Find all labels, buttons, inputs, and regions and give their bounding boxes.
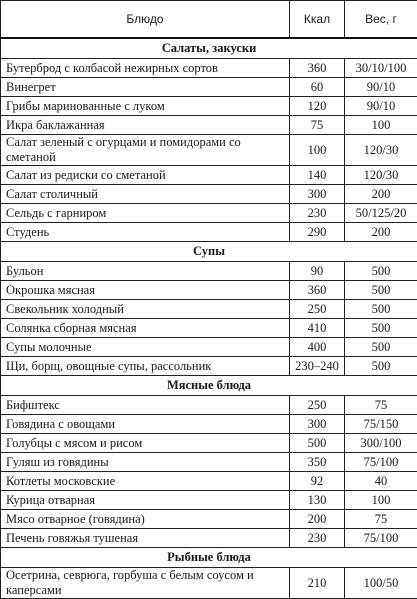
column-header-weight: Вес, г xyxy=(345,1,417,39)
table-row xyxy=(1,78,417,97)
table-row xyxy=(1,300,417,319)
kcal-cell: 60 xyxy=(290,78,345,97)
table-row xyxy=(1,529,417,548)
kcal-cell: 300 xyxy=(290,185,345,204)
dish-name-cell: Бутерброд с колбасой нежирных сортов xyxy=(1,59,290,78)
dish-name-cell: Винегрет xyxy=(1,78,290,97)
table-row xyxy=(1,319,417,338)
dish-name-cell: Икра баклажанная xyxy=(1,116,290,135)
table-row xyxy=(1,166,417,185)
weight-cell: 75 xyxy=(345,510,417,529)
kcal-cell: 230 xyxy=(290,529,345,548)
section-title: Мясные блюда xyxy=(1,376,417,396)
kcal-cell: 75 xyxy=(290,116,345,135)
weight-cell: 75/100 xyxy=(345,453,417,472)
kcal-cell: 90 xyxy=(290,262,345,281)
table-row xyxy=(1,453,417,472)
table-header-row xyxy=(1,1,417,39)
kcal-cell: 410 xyxy=(290,319,345,338)
dish-name-cell: Окрошка мясная xyxy=(1,281,290,300)
dish-name-cell: Салат столичный xyxy=(1,185,290,204)
kcal-cell: 250 xyxy=(290,396,345,415)
kcal-cell: 120 xyxy=(290,97,345,116)
dish-name-cell: Свекольник холодный xyxy=(1,300,290,319)
dish-name-cell: Салат из редиски со сметаной xyxy=(1,166,290,185)
dish-name-cell: Щи, борщ, овощные супы, рассольник xyxy=(1,357,290,376)
dish-name-cell: Осетрина, севрюга, горбуша с белым соусом и каперсами xyxy=(1,568,290,599)
section-header-row xyxy=(1,548,417,568)
section-header-row xyxy=(1,242,417,262)
weight-cell: 100/50 xyxy=(345,568,417,599)
kcal-cell: 360 xyxy=(290,281,345,300)
weight-cell: 100 xyxy=(345,116,417,135)
weight-cell: 500 xyxy=(345,319,417,338)
kcal-cell: 290 xyxy=(290,223,345,242)
weight-cell: 90/10 xyxy=(345,97,417,116)
dish-name-cell: Гуляш из говядины xyxy=(1,453,290,472)
section-title: Супы xyxy=(1,242,417,262)
kcal-cell: 300 xyxy=(290,415,345,434)
weight-cell: 500 xyxy=(345,262,417,281)
column-header-kcal: Ккал xyxy=(290,1,345,39)
table-row xyxy=(1,223,417,242)
table-row xyxy=(1,281,417,300)
table-row xyxy=(1,338,417,357)
weight-cell: 90/10 xyxy=(345,78,417,97)
dish-name-cell: Бульон xyxy=(1,262,290,281)
table-row xyxy=(1,262,417,281)
section-title: Салаты, закуски xyxy=(1,38,417,59)
kcal-cell: 140 xyxy=(290,166,345,185)
table-row xyxy=(1,472,417,491)
weight-cell: 50/125/20 xyxy=(345,204,417,223)
weight-cell: 120/30 xyxy=(345,135,417,166)
dish-name-cell: Солянка сборная мясная xyxy=(1,319,290,338)
dish-name-cell: Студень xyxy=(1,223,290,242)
kcal-cell: 210 xyxy=(290,568,345,599)
section-header-row xyxy=(1,376,417,396)
table-row xyxy=(1,116,417,135)
dish-name-cell: Салат зеленый с огурцами и помидорами со сметаной xyxy=(1,135,290,166)
weight-cell: 500 xyxy=(345,300,417,319)
kcal-cell: 230–240 xyxy=(290,357,345,376)
weight-cell: 75/150 xyxy=(345,415,417,434)
table-row xyxy=(1,135,417,166)
table-row xyxy=(1,510,417,529)
dish-name-cell: Печень говяжья тушеная xyxy=(1,529,290,548)
table-body xyxy=(1,38,417,599)
weight-cell: 30/10/100 xyxy=(345,59,417,78)
dish-name-cell: Говядина с овощами xyxy=(1,415,290,434)
section-title: Рыбные блюда xyxy=(1,548,417,568)
table-row xyxy=(1,568,417,599)
kcal-cell: 230 xyxy=(290,204,345,223)
table-row xyxy=(1,204,417,223)
weight-cell: 500 xyxy=(345,281,417,300)
kcal-cell: 130 xyxy=(290,491,345,510)
dish-name-cell: Супы молочные xyxy=(1,338,290,357)
kcal-cell: 200 xyxy=(290,510,345,529)
kcal-cell: 360 xyxy=(290,59,345,78)
section-header-row xyxy=(1,38,417,59)
weight-cell: 120/30 xyxy=(345,166,417,185)
dish-name-cell: Мясо отварное (говядина) xyxy=(1,510,290,529)
dish-name-cell: Грибы маринованные с луком xyxy=(1,97,290,116)
table-row xyxy=(1,59,417,78)
weight-cell: 200 xyxy=(345,185,417,204)
weight-cell: 500 xyxy=(345,338,417,357)
weight-cell: 500 xyxy=(345,357,417,376)
dish-name-cell: Курица отварная xyxy=(1,491,290,510)
kcal-cell: 100 xyxy=(290,135,345,166)
table-row xyxy=(1,434,417,453)
table-row xyxy=(1,185,417,204)
dish-name-cell: Голубцы с мясом и рисом xyxy=(1,434,290,453)
table-row xyxy=(1,415,417,434)
kcal-cell: 92 xyxy=(290,472,345,491)
kcal-cell: 400 xyxy=(290,338,345,357)
dish-name-cell: Сельдь с гарниром xyxy=(1,204,290,223)
kcal-cell: 350 xyxy=(290,453,345,472)
weight-cell: 100 xyxy=(345,491,417,510)
dish-name-cell: Котлеты московские xyxy=(1,472,290,491)
weight-cell: 75/100 xyxy=(345,529,417,548)
weight-cell: 75 xyxy=(345,396,417,415)
table-row xyxy=(1,396,417,415)
weight-cell: 200 xyxy=(345,223,417,242)
weight-cell: 300/100 xyxy=(345,434,417,453)
table-row xyxy=(1,491,417,510)
dish-name-cell: Бифштекс xyxy=(1,396,290,415)
column-header-dish: Блюдо xyxy=(1,1,290,39)
table-row xyxy=(1,97,417,116)
kcal-cell: 500 xyxy=(290,434,345,453)
kcal-cell: 250 xyxy=(290,300,345,319)
table-row xyxy=(1,357,417,376)
weight-cell: 40 xyxy=(345,472,417,491)
